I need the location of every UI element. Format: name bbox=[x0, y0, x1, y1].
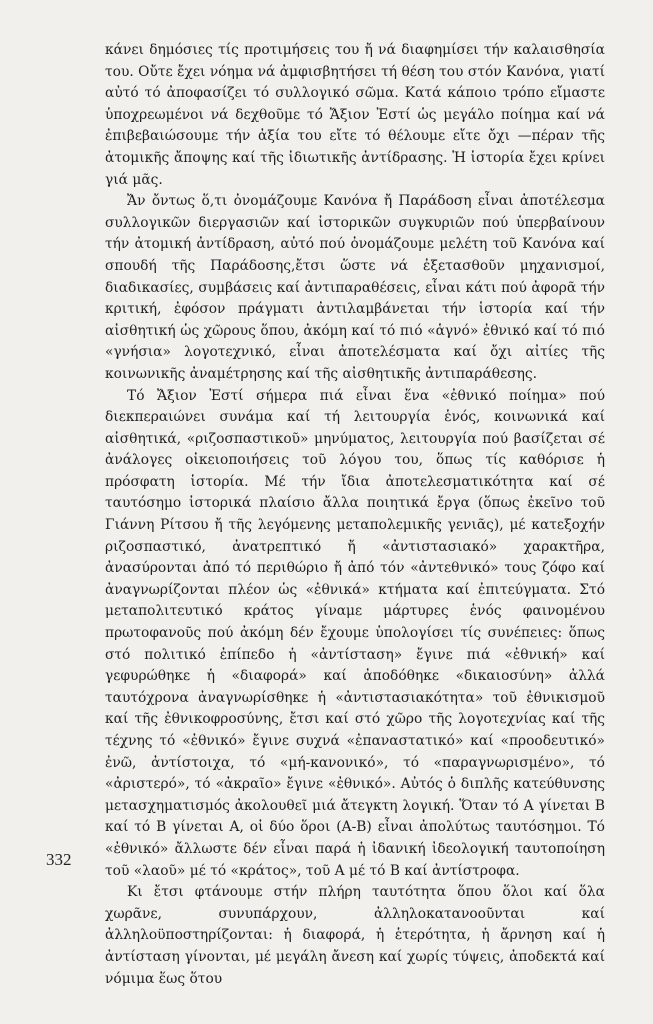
paragraph-4: Κι ἔτσι φτάνουμε στήν πλήρη ταυτότητα ὅπου ὅλοι καί ὅλα χωρᾶνε, συνυπάρχουν, ἀλληλοκατανοοῦνται καί ἀλληλοϋποστηρίζονται: ἡ διαφορά, ἡ ἑτερότητα, ἡ ἄρνηση καί ἡ ἀντίσταση γίνονται, μέ μεγάλη ἄνεση καί χωρίς τύψεις, ἀποδεκτά καί νόμιμα ἕως ὅτου bbox=[105, 884, 605, 987]
body-text bbox=[105, 40, 605, 990]
page-number: 332 bbox=[46, 850, 72, 869]
paragraph-3: Τό Ἄξιον Ἐστί σήμερα πιά εἶναι ἕνα «ἐθνικό ποίημα» πού διεκπεραιώνει συνάμα καί τή λειτουργία ἑνός, κοινωνικά καί αἰσθητικά, «ριζοσπαστικοῦ» μηνύματος, λειτουργία πού βασίζεται σέ ἀνάλογες οἰκειοποιήσεις τοῦ λόγου του, ὅπως τίς καθόρισε ἡ πρόσφατη ἱστορία. Μέ τήν ἴδια ἀποτελεσματικότητα καί σέ ταυτόσημο ἱστορικά πλαίσιο ἄλλα ποιητικά ἔργα (ὅπως ἐκεῖνο τοῦ Γιάννη Ρίτσου ἤ τῆς λεγόμενης μεταπολεμικῆς γενιᾶς), μέ κατεξοχήν ριζοσπαστικό, ἀνατρεπτικό ἤ «ἀντιστασιακό» χαρακτῆρα, ἀνασύρονται ἀπό τό περιθώριο ἤ ἀπό τόν «ἀντεθνικό» τους ζόφο καί ἀναγνωρίζονται πλέον ὡς «ἐθνικά» κτήματα καί ἐπιτεύγματα. Στό μεταπολιτευτικό κράτος γίναμε μάρτυρες ἑνός φαινομένου πρωτοφανοῦς πού ἀκόμη δέν ἔχουμε ὑπολογίσει τίς συνέπειες: ὅπως στό πολιτικό ἐπίπεδο ἡ «ἀντίσταση» ἔγινε πιά «ἐθνική» καί γεφυρώθηκε ἡ «διαφορά» καί ἀποδόθηκε «δικαιοσύνη» ἀλλά ταυτόχρονα ἀναγνωρίσθηκε ἡ «ἀντιστασιακότητα» τοῦ ἐθνικισμοῦ καί τῆς ἐθνικοφροσύνης, ἔτσι καί στό χῶρο τῆς λογοτεχνίας καί τῆς τέχνης τό «ἐθνικό» ἔγινε συχνά «ἐπαναστατικό» καί «προοδευτικό» ἐνῶ, ἀντίστοιχα, τό «μή-κανονικό», τό «παραγνωρισμένο», τό «ἀριστερό», τό «ἀκραῖο» ἔγινε «ἐθνικό». Αὐτός ὁ διπλῆς κατεύθυνσης μετασχηματισμός ἀκολουθεῖ μιά ἄτεγκτη λογική. Ὅταν τό Α γίνεται Β καί τό Β γίνεται Α, οἱ δύο ὅροι (Α-Β) εἶναι ἀπολύτως ταυτόσημοι. Τό «ἐθνικό» ἄλλωστε δέν εἶναι παρά ἡ ἰδανική ἰδεολογική ταυτοποίηση τοῦ «λαοῦ» μέ τό «κράτος», τοῦ Α μέ τό Β καί ἀντίστροφα. bbox=[105, 387, 605, 879]
paragraph-1: κάνει δημόσιες τίς προτιμήσεις του ἤ νά διαφημίσει τήν καλαισθησία του. Οὔτε ἔχει νόημα νά ἀμφισβητήσει τή θέση του στόν Κανόνα, γιατί αὐτό τό ἀποφασίζει τό συλλογικό σῶμα. Κατά κάποιο τρόπο εἴμαστε ὑποχρεωμένοι νά δεχθοῦμε τό Ἄξιον Ἐστί ὡς μεγάλο ποίημα καί νά ἐπιβεβαιώσουμε τήν ἀξία του εἴτε τό θέλουμε εἴτε ὄχι —πέραν τῆς ἀτομικῆς ἄποψης καί τῆς ἰδιωτικῆς ἀντίδρασης. Ἡ ἱστορία ἔχει κρίνει γιά μᾶς. bbox=[105, 42, 605, 188]
paragraph-2: Ἄν ὄντως ὅ,τι ὀνομάζουμε Κανόνα ἤ Παράδοση εἶναι ἀποτέλεσμα συλλογικῶν διεργασιῶν καί ἱστορικῶν συγκυριῶν πού ὑπερβαίνουν τήν ἀτομική ἀντίδραση, αὐτό πού ὀνομάζουμε μελέτη τοῦ Κανόνα καί σπουδή τῆς Παράδοσης,ἔτσι ὥστε νά ἐξετασθοῦν μηχανισμοί, διαδικασίες, συμβάσεις καί ἀντιπαραθέσεις, εἶναι κάτι πού ἀφορᾶ τήν κριτική, ἐφόσον πράγματι ἀντιλαμβάνεται τήν ἱστορία καί τήν αἰσθητική ὡς χῶρους ὅπου, ἀκόμη καί τό πιό «ἁγνό» ἐθνικό καί τό πιό «γνήσια» λογοτεχνικό, εἶναι ἀποτελέσματα καί ὄχι αἰτίες τῆς κοινωνικῆς ἀναμέτρησης καί τῆς αἰσθητικῆς ἀντιπαράθεσης. bbox=[105, 193, 605, 382]
